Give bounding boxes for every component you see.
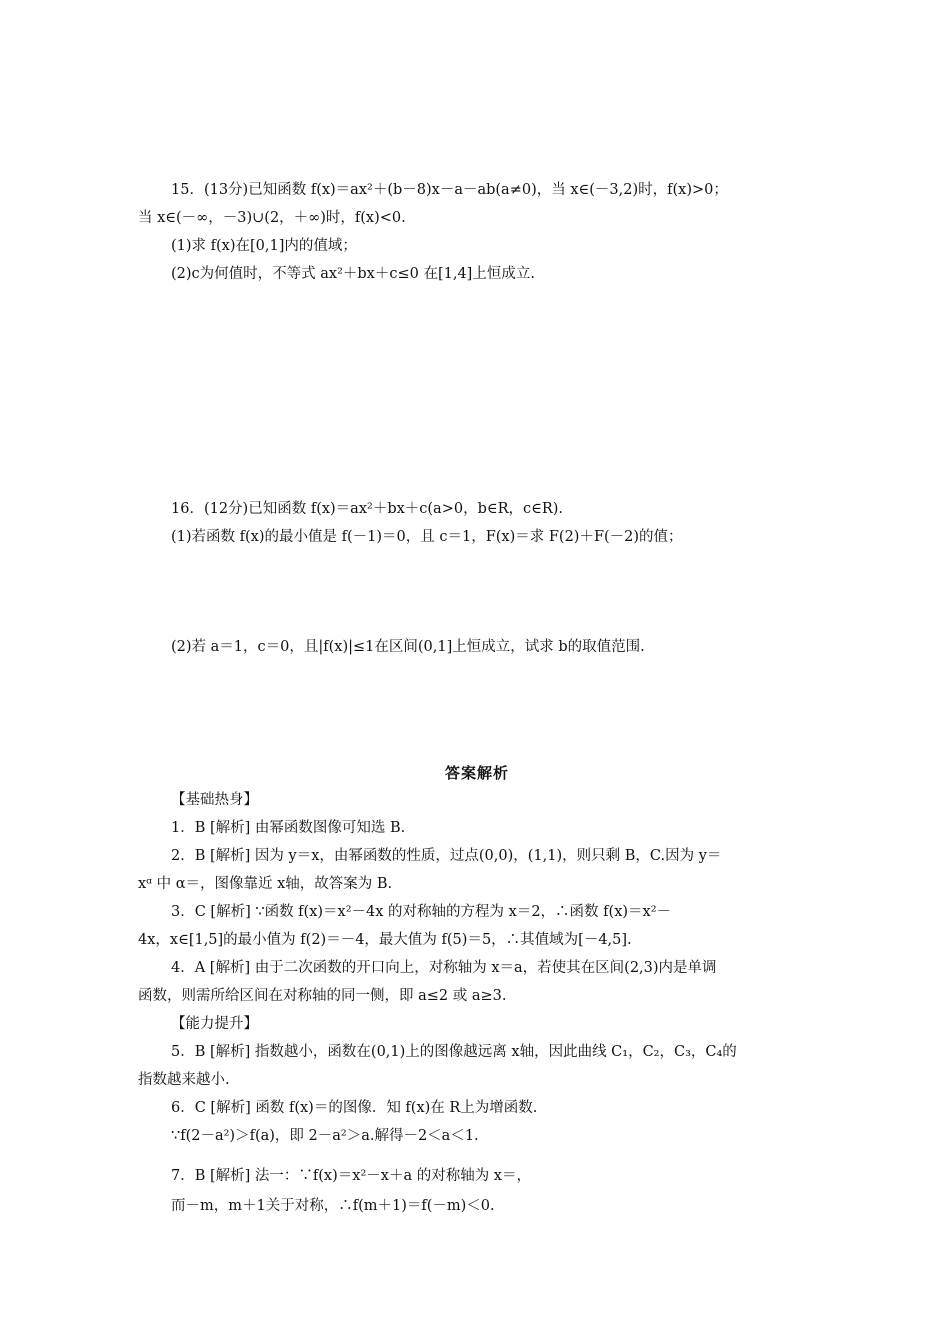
q15-line2: 当 x∈(－∞，－3)∪(2，＋∞)时，f(x)<0. bbox=[138, 210, 406, 226]
answer-4-line1: 4．A [解析] 由于二次函数的开口向上，对称轴为 x＝a，若使其在区间(2,3)内是单调 bbox=[171, 960, 717, 976]
answers-title: 答案解析 bbox=[445, 764, 510, 782]
q15-line1: 15．(13分)已知函数 f(x)＝ax²＋(b－8)x－a－ab(a≠0)，当 x∈(－3,2)时，f(x)>0； bbox=[171, 182, 728, 198]
q15-part2: (2)c为何值时，不等式 ax²＋bx＋c≤0 在[1,4]上恒成立. bbox=[171, 266, 535, 282]
q15-part1: (1)求 f(x)在[0,1]内的值域； bbox=[171, 238, 357, 254]
section-advanced: 【能力提升】 bbox=[171, 1016, 258, 1032]
answer-5-line2: 指数越来越小. bbox=[138, 1072, 230, 1088]
answer-3-line2: 4x，x∈[1,5]的最小值为 f(2)＝－4，最大值为 f(5)＝5，∴其值域为[－4,5]. bbox=[138, 932, 632, 948]
answer-1: 1．B [解析] 由幂函数图像可知选 B. bbox=[171, 820, 406, 836]
answer-5-line1: 5．B [解析] 指数越小，函数在(0,1)上的图像越远离 x轴，因此曲线 C₁，C₂，C₃，C₄的 bbox=[171, 1044, 737, 1060]
section-basic: 【基础热身】 bbox=[171, 792, 258, 808]
answer-2-line1: 2．B [解析] 因为 y＝x，由幂函数的性质，过点(0,0)，(1,1)，则只剩 B，C.因为 y＝ bbox=[171, 848, 722, 864]
answer-7-line2: 而－m，m＋1关于对称，∴f(m＋1)＝f(－m)＜0. bbox=[171, 1198, 495, 1214]
answer-6-line1: 6．C [解析] 函数 f(x)＝的图像．知 f(x)在 R上为增函数. bbox=[171, 1100, 538, 1116]
answer-3-line1: 3．C [解析] ∵函数 f(x)＝x²－4x 的对称轴的方程为 x＝2，∴函数 f(x)＝x²－ bbox=[171, 904, 672, 920]
answer-7-line1: 7．B [解析] 法一：∵f(x)＝x²－x＋a 的对称轴为 x＝， bbox=[171, 1168, 531, 1184]
q16-part1: (1)若函数 f(x)的最小值是 f(－1)＝0，且 c＝1，F(x)＝求 F(2)＋F(－2)的值； bbox=[171, 529, 683, 545]
answer-6-line2: ∵f(2－a²)＞f(a)，即 2－a²＞a.解得－2＜a＜1. bbox=[171, 1128, 479, 1144]
answer-2-line2: xᵅ 中 α＝，图像靠近 x轴，故答案为 B. bbox=[138, 876, 393, 892]
answer-4-line2: 函数，则需所给区间在对称轴的同一侧，即 a≤2 或 a≥3. bbox=[138, 988, 507, 1004]
q16-part2: (2)若 a＝1，c＝0，且|f(x)|≤1在区间(0,1]上恒成立，试求 b的取值范围. bbox=[171, 639, 645, 655]
q16-line1: 16．(12分)已知函数 f(x)＝ax²＋bx＋c(a>0，b∈R，c∈R). bbox=[171, 501, 564, 517]
